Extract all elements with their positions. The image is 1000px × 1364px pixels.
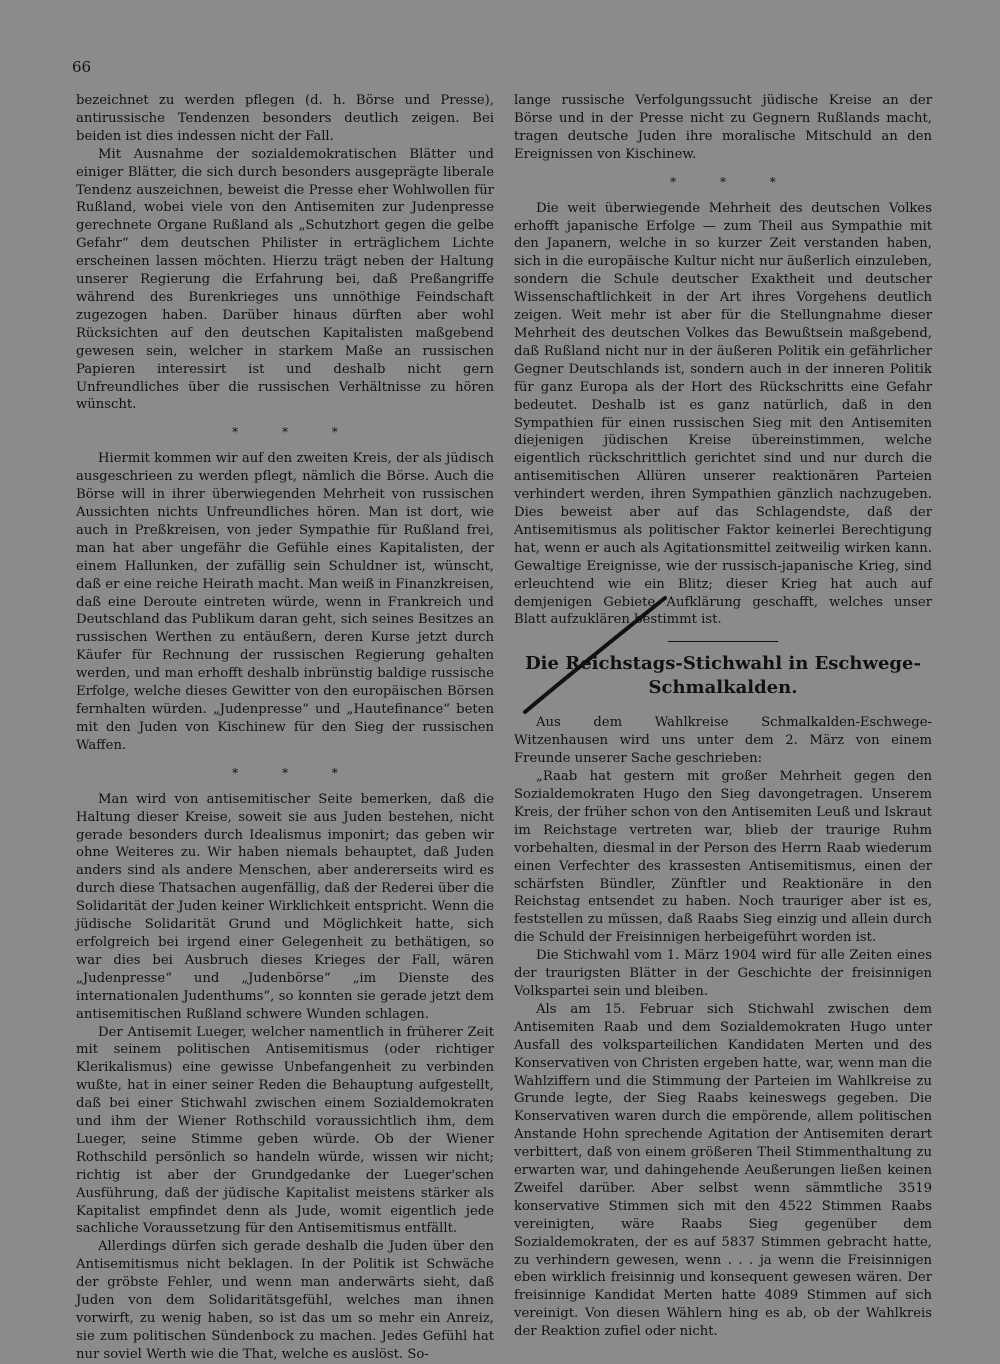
left-paragraph-3: Hiermit kommen wir auf den zweiten Kreis, der als jüdisch ausgeschrieen zu werden pflegt, nämlich die Börse. Auch die Börse will in ihrer überwiegenden Mehrheit von russischen Aussichten nichts Unfreundliches hören. Man ist dort, wie auch in Preßkreisen, von jeder Sympathie für Rußland frei, man hat aber ungefähr die Gefühle eines Kapitalisten, der einem Hallunken, der zufällig sein Schuldner ist, wünscht, daß er eine reiche Heirath macht. Man weiß in Finanzkreisen, daß eine Deroute eintreten würde, wenn in Frankreich und Deutschland das Publikum daran geht, sich seines Besitzes an russischen Werthen zu entäußern, deren Kurse jetzt durch Käufer für Rechnung der russischen Regierung gehalten werden, und man erhofft deshalb inbrünstig baldige russische Erfolge, welche dieses Gewitter von den europäischen Börsen fernhalten würden. „Judenpresse“ und „Hautefinance“ beten mit den Juden von Kischinew für den Sieg der russischen Waffen. bbox=[76, 451, 494, 753]
page-number: 66 bbox=[72, 58, 92, 76]
right-paragraph-3: Aus dem Wahlkreise Schmalkalden-Eschwege-Witzenhausen wird uns unter dem 2. März von einem Freunde unserer Sache geschrieben: bbox=[514, 715, 932, 767]
headline-line-2: Schmalkalden. bbox=[648, 677, 798, 699]
divider-rule bbox=[668, 641, 778, 642]
section-separator: * * * bbox=[232, 765, 338, 780]
left-paragraph-1: bezeichnet zu werden pflegen (d. h. Börse und Presse), antirussische Tendenzen besonders deutlich zeigen. Bei beiden ist dies indessen nicht der Fall. bbox=[76, 93, 494, 144]
right-paragraph-5: Die Stichwahl vom 1. März 1904 wird für alle Zeiten eines der traurigsten Blätter in der Geschichte der freisinnigen Volkspartei sein und bleiben. bbox=[514, 948, 932, 999]
right-paragraph-2: Die weit überwiegende Mehrheit des deutschen Volkes erhofft japanische Erfolge — zum Theil aus Sympathie mit den Japanern, welche in so kurzer Zeit verstanden haben, sich in die europäische Kultur nicht nur äußerlich einzuleben, sondern die Schule deutscher Exaktheit und deutscher Wissenschaftlichkeit in der Art ihres Vorgehens deutlich zeigen. Weit mehr ist aber für die Stellungnahme dieser Mehrheit des deutschen Volkes das Bewußtsein maßgebend, daß Rußland nicht nur in der äußeren Politik ein gefährlicher Gegner Deutschlands ist, sondern auch in der inneren Politik für ganz Europa als der Hort des Rückschritts eine Gefahr bedeutet. Deshalb ist es ganz natürlich, daß in den Sympathien für einen russischen Sieg mit den Antisemiten diejenigen jüdischen Kreise übereinstimmen, welche eigentlich rückschrittlich gerichtet sind und nur durch die antisemitischen Allüren unserer reaktionären Parteien verhindert werden, ihren Sympathien gänzlich nachzugeben. Dies beweist aber auf das Schlagendste, daß der Antisemitismus als politischer Faktor keinerlei Berechtigung hat, wenn er auch als Agitationsmittel zeitweilig wirken kann. Gewaltige Ereignisse, wie der russisch-japanische Krieg, sind erleuchtend wie ein Blitz; dieser Krieg hat auch auf demjenigen Gebiete Aufklärung geschafft, welches unser Blatt aufzuklären bestimmt ist. bbox=[514, 200, 932, 628]
headline-line-1: Die Reichstags-Stichwahl in Eschwege- bbox=[525, 653, 921, 675]
left-paragraph-5: Der Antisemit Lueger, welcher namentlich in früherer Zeit mit seinem politischen Antisemitismus (oder richtiger Klerikalismus) eine gewisse Unbefangenheit zu verbinden wußte, hat in einer seiner Reden die Behauptung aufgestellt, daß bei einer Stichwahl zwischen einem Sozialdemokraten und ihm der Wiener Rothschild voraussichtlich ihm, dem Lueger, seine Stimme geben würde. Ob der Wiener Rothschild persönlich so handeln würde, wissen wir nicht; richtig ist aber der Grundgedanke der Lueger'schen Ausführung, daß der jüdische Kapitalist meistens stärker als Kapitalist empfindet denn als Jude, womit eigentlich jede sachliche Voraussetzung für den Antisemitismus entfällt. bbox=[76, 1024, 494, 1237]
left-paragraph-6: Allerdings dürfen sich gerade deshalb die Juden über den Antisemitismus nicht beklagen. In der Politik ist Schwäche der gröbste Fehler, und wenn man anderwärts sieht, daß Juden von dem Solidaritätsgefühl, welches man ihnen vorwirft, zu wenig haben, so ist das um so mehr ein Anreiz, sie zum politischen Sündenbock zu machen. Jedes Gefühl hat nur soviel Werth wie die That, welche es auslöst. So- bbox=[76, 1239, 494, 1362]
right-paragraph-4: „Raab hat gestern mit großer Mehrheit gegen den Sozialdemokraten Hugo den Sieg davongetragen. Unserem Kreis, der früher schon von den Antisemiten Leuß und Iskraut im Reichstage vertreten war, blieb der traurige Ruhm vorbehalten, diesmal in der Person des Herrn Raab wiederum einen Verfechter des krassesten Antisemitismus, einen der schärfsten Bündler, Zünftler und Reaktionäre in den Reichstag entsendet zu haben. Noch trauriger aber ist es, feststellen zu müssen, daß Raabs Sieg einzig und allein durch die Schuld der Freisinnigen herbeigeführt worden ist. bbox=[514, 769, 932, 946]
article-headline bbox=[514, 652, 932, 700]
right-paragraph-6: Als am 15. Februar sich Stichwahl zwischen dem Antisemiten Raab und dem Sozialdemokraten Hugo unter Ausfall des volksparteilichen Kandidaten Merten und des Konservativen von Christen ergeben hatte, war, wenn man die Wahlziffern und die Stimmung der Parteien im Wahlkreise zu Grunde legte, der Sieg Raabs keineswegs gegeben. Die Konservativen waren durch die empörende, allem politischen Anstande Hohn sprechende Agitation der Antisemiten derart verbittert, daß von einem größeren Theil Stimmenthaltung zu erwarten war, und dahingehende Aeußerungen ließen keinen Zweifel darüber. Aber selbst wenn sämmtliche 3519 konservative Stimmen sich mit den 4522 Stimmen Raabs vereinigten, wäre Raabs Sieg gegenüber dem Sozialdemokraten, der es auf 5837 Stimmen gebracht hatte, zu verhindern gewesen, wenn . . . ja wenn die Freisinnigen eben wirklich freisinnig und konsequent gewesen wären. Der freisinnige Kandidat Merten hatte 4089 Stimmen auf sich vereinigt. Von diesen Wählern hing es ab, ob der Wahlkreis der Reaktion zufiel oder nicht. bbox=[514, 1001, 932, 1340]
right-column bbox=[514, 92, 932, 1341]
left-paragraph-2: Mit Ausnahme der sozialdemokratischen Blätter und einiger Blätter, die sich durch besonders ausgeprägte liberale Tendenz auszeichnen, beweist die Presse eher Wohlwollen für Rußland, wobei viele von den Antisemiten zur Judenpresse gerechnete Organe Rußland als „Schutzhort gegen die gelbe Gefahr“ dem deutschen Philister in erträglichem Lichte erscheinen lassen möchten. Hierzu trägt neben der Haltung unserer Regierung die Erfahrung bei, daß Preßangriffe während des Burenkrieges uns unnöthige Feindschaft zugezogen haben. Darüber hinaus dürften aber wohl Rücksichten auf den deutschen Kapitalisten maßgebend gewesen sein, welcher in starkem Maße an russischen Papieren interessirt ist und deshalb nicht gern Unfreundliches über die russischen Verhältnisse zu hören wünscht. bbox=[76, 146, 494, 413]
section-separator: * * * bbox=[670, 174, 776, 189]
left-column bbox=[76, 92, 494, 1364]
section-separator: * * * bbox=[232, 425, 338, 440]
right-paragraph-1: lange russische Verfolgungssucht jüdische Kreise an der Börse und in der Presse nicht zu Gegnern Rußlands macht, tragen deutsche Juden ihre moralische Mitschuld an den Ereignissen von Kischinew. bbox=[514, 93, 932, 162]
left-paragraph-4: Man wird von antisemitischer Seite bemerken, daß die Haltung dieser Kreise, soweit sie aus Juden bestehen, nicht gerade besonders durch Idealismus imponirt; das geben wir ohne Weiteres zu. Wir haben niemals behauptet, daß Juden anders sind als andere Menschen, aber andererseits wird es durch diese Thatsachen augenfällig, daß der Rederei über die Solidarität der Juden keiner Wirklichkeit entspricht. Wenn die jüdische Solidarität Grund und Möglichkeit hatte, sich erfolgreich bei irgend einer Gelegenheit zu bethätigen, so war dies bei Ausbruch dieses Krieges der Fall, wären „Judenpresse“ und „Judenbörse“ „im Dienste des internationalen Judenthums“, so konnten sie gerade jetzt dem antisemitischen Rußland schwere Wunden schlagen. bbox=[76, 791, 494, 1022]
